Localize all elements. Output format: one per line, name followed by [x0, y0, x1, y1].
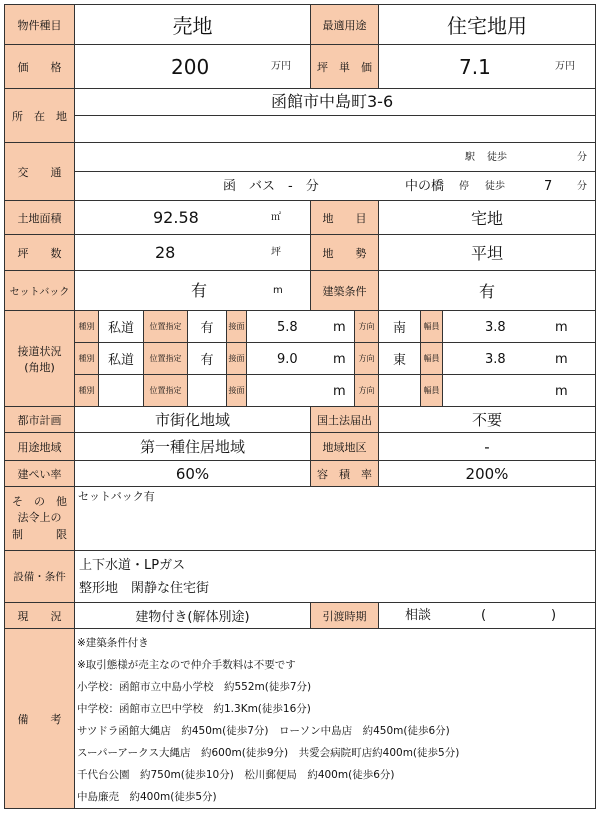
transport-label: 交 通	[5, 143, 75, 201]
facilities-label: 設備・条件	[5, 551, 75, 603]
location-blank-row	[75, 116, 596, 143]
remarks-cell	[75, 629, 596, 809]
tsubo-label: 坪 数	[5, 235, 75, 271]
land-area-label: 土地面積	[5, 201, 75, 235]
status-value: 建物付き(解体別途)	[75, 603, 311, 629]
land-area-cell	[75, 201, 311, 235]
tsubo-unit: 坪	[271, 247, 281, 258]
road1-type-label: 種別	[75, 311, 99, 343]
road1-frontage-cell	[247, 311, 355, 343]
road2-designation: 有	[188, 343, 227, 375]
remarks-line-4: 中学校：函館市立巴中学校 約1.3Km(徒歩16分)	[77, 703, 311, 715]
tsubo-price-label: 坪 単 価	[311, 45, 379, 89]
handover-value: 相談	[405, 608, 432, 623]
handover-cell	[379, 603, 596, 629]
remarks-line-5: サツドラ函館大縄店 約450m(徒歩7分) ローソン中島店 約450m(徒歩6分)	[77, 725, 450, 737]
property-sheet	[4, 4, 596, 809]
bus-walk-minutes: 7	[544, 179, 553, 194]
handover-paren-close: )	[551, 608, 557, 623]
road3-frontage-cell	[247, 375, 355, 407]
remarks-line-7: 千代台公園 約750m(徒歩10分) 松川郵便局 約400m(徒歩6分)	[77, 769, 395, 781]
coverage-label: 建ぺい率	[5, 461, 75, 487]
zoning-value: 第一種住居地域	[75, 433, 311, 461]
remarks-line-6: スーパーアークス大縄店 約600m(徒歩9分) 共愛会病院町店約400m(徒歩5分)	[77, 747, 460, 759]
bus-stop-label: 停	[459, 181, 469, 192]
transport-line2	[75, 172, 596, 201]
road1-width-cell	[443, 311, 596, 343]
remarks-line-2: ※取引態様が売主なので仲介手数料は不要です	[77, 659, 296, 671]
road3-designation	[188, 375, 227, 407]
road3-type	[99, 375, 144, 407]
road1-frontage-unit: m	[333, 320, 346, 335]
tsubo-price-cell	[379, 45, 596, 89]
district-label: 地域地区	[311, 433, 379, 461]
road2-width-unit: m	[555, 352, 568, 367]
zoning-label: 用途地域	[5, 433, 75, 461]
setback-unit: m	[273, 285, 283, 296]
facilities-line1: 上下水道・LPガス	[79, 558, 186, 573]
remarks-line-1: ※建築条件付き	[77, 637, 149, 649]
handover-label: 引渡時期	[311, 603, 379, 629]
bus-stop-name: 中の橋	[405, 179, 445, 194]
road-access-label-main: 接道状況	[17, 344, 62, 358]
road1-designation-label: 位置指定	[144, 311, 188, 343]
road2-direction: 東	[379, 343, 421, 375]
best-use-value: 住宅地用	[379, 5, 596, 45]
other-law-value: セットバック有	[78, 490, 155, 503]
land-area-value: 92.58	[153, 208, 199, 227]
road1-frontage: 5.8	[277, 320, 298, 335]
road1-width-label: 幅員	[421, 311, 443, 343]
location-cell	[75, 89, 596, 116]
road2-direction-label: 方向	[355, 343, 379, 375]
transport-line1	[75, 143, 596, 172]
road2-width-cell	[443, 343, 596, 375]
other-law-label-line1: そ の 他	[12, 494, 67, 508]
facilities-cell	[75, 551, 596, 603]
status-label: 現 況	[5, 603, 75, 629]
price-cell	[75, 45, 311, 89]
road3-designation-label: 位置指定	[144, 375, 188, 407]
coverage-value: 60%	[75, 461, 311, 487]
road1-direction-label: 方向	[355, 311, 379, 343]
land-area-unit: ㎡	[271, 212, 281, 223]
road2-frontage-label: 接面	[227, 343, 247, 375]
terrain-label: 地 勢	[311, 235, 379, 271]
remarks-line-3: 小学校：函館市立中島小学校 約552m(徒歩7分)	[77, 681, 312, 693]
land-law-value: 不要	[379, 407, 596, 433]
build-condition-label: 建築条件	[311, 271, 379, 311]
property-type-label: 物件種目	[5, 5, 75, 45]
remarks-line-8: 中島廉売 約400m(徒歩5分)	[77, 791, 217, 803]
road2-type: 私道	[99, 343, 144, 375]
land-category-value: 宅地	[379, 201, 596, 235]
setback-value: 有	[191, 281, 208, 300]
handover-paren-open: (	[481, 608, 487, 623]
road3-direction	[379, 375, 421, 407]
property-type-value: 売地	[75, 5, 311, 45]
far-label: 容 積 率	[311, 461, 379, 487]
road2-designation-label: 位置指定	[144, 343, 188, 375]
road3-frontage-label: 接面	[227, 375, 247, 407]
district-value: -	[379, 433, 596, 461]
road1-width: 3.8	[485, 320, 506, 335]
road2-type-label: 種別	[75, 343, 99, 375]
road3-type-label: 種別	[75, 375, 99, 407]
facilities-line2: 整形地 閑静な住宅街	[79, 581, 210, 596]
road2-frontage: 9.0	[277, 352, 298, 367]
road3-width-label: 幅員	[421, 375, 443, 407]
road3-frontage-unit: m	[333, 384, 346, 399]
build-condition-value: 有	[379, 271, 596, 311]
location-value: 函館市中島町3-6	[271, 92, 394, 111]
setback-label: セットバック	[5, 271, 75, 311]
bus-walk-label: 徒歩	[485, 181, 505, 192]
setback-cell	[75, 271, 311, 311]
bus-line: 函 バス - 分	[223, 179, 319, 194]
price-label: 価 格	[5, 45, 75, 89]
other-law-label-line2: 法令上の	[17, 511, 62, 525]
road1-direction: 南	[379, 311, 421, 343]
road3-direction-label: 方向	[355, 375, 379, 407]
road1-type: 私道	[99, 311, 144, 343]
road1-width-unit: m	[555, 320, 568, 335]
location-label: 所 在 地	[5, 89, 75, 143]
other-law-cell	[75, 487, 596, 551]
other-law-label-line3: 制 限	[12, 527, 67, 541]
price-value: 200	[171, 55, 210, 79]
road3-width-unit: m	[555, 384, 568, 399]
station-label: 駅	[465, 152, 475, 163]
road-access-label	[5, 311, 75, 407]
walk-label: 徒歩	[487, 152, 507, 163]
road2-frontage-unit: m	[333, 352, 346, 367]
far-value: 200%	[379, 461, 596, 487]
tsubo-cell	[75, 235, 311, 271]
land-law-label: 国土法届出	[311, 407, 379, 433]
city-plan-value: 市街化地域	[75, 407, 311, 433]
land-category-label: 地 目	[311, 201, 379, 235]
tsubo-price-value: 7.1	[459, 55, 491, 79]
terrain-value: 平坦	[379, 235, 596, 271]
bus-minute-label: 分	[577, 181, 587, 192]
road1-designation: 有	[188, 311, 227, 343]
other-law-label	[5, 487, 75, 551]
road2-frontage-cell	[247, 343, 355, 375]
road1-frontage-label: 接面	[227, 311, 247, 343]
tsubo-price-unit: 万円	[555, 61, 575, 72]
best-use-label: 最適用途	[311, 5, 379, 45]
road-access-label-corner: (角地)	[24, 360, 55, 374]
city-plan-label: 都市計画	[5, 407, 75, 433]
road3-width-cell	[443, 375, 596, 407]
road2-width: 3.8	[485, 352, 506, 367]
road2-width-label: 幅員	[421, 343, 443, 375]
remarks-label: 備 考	[5, 629, 75, 809]
tsubo-value: 28	[155, 243, 176, 262]
minute-label: 分	[577, 152, 587, 163]
price-unit: 万円	[271, 61, 291, 72]
